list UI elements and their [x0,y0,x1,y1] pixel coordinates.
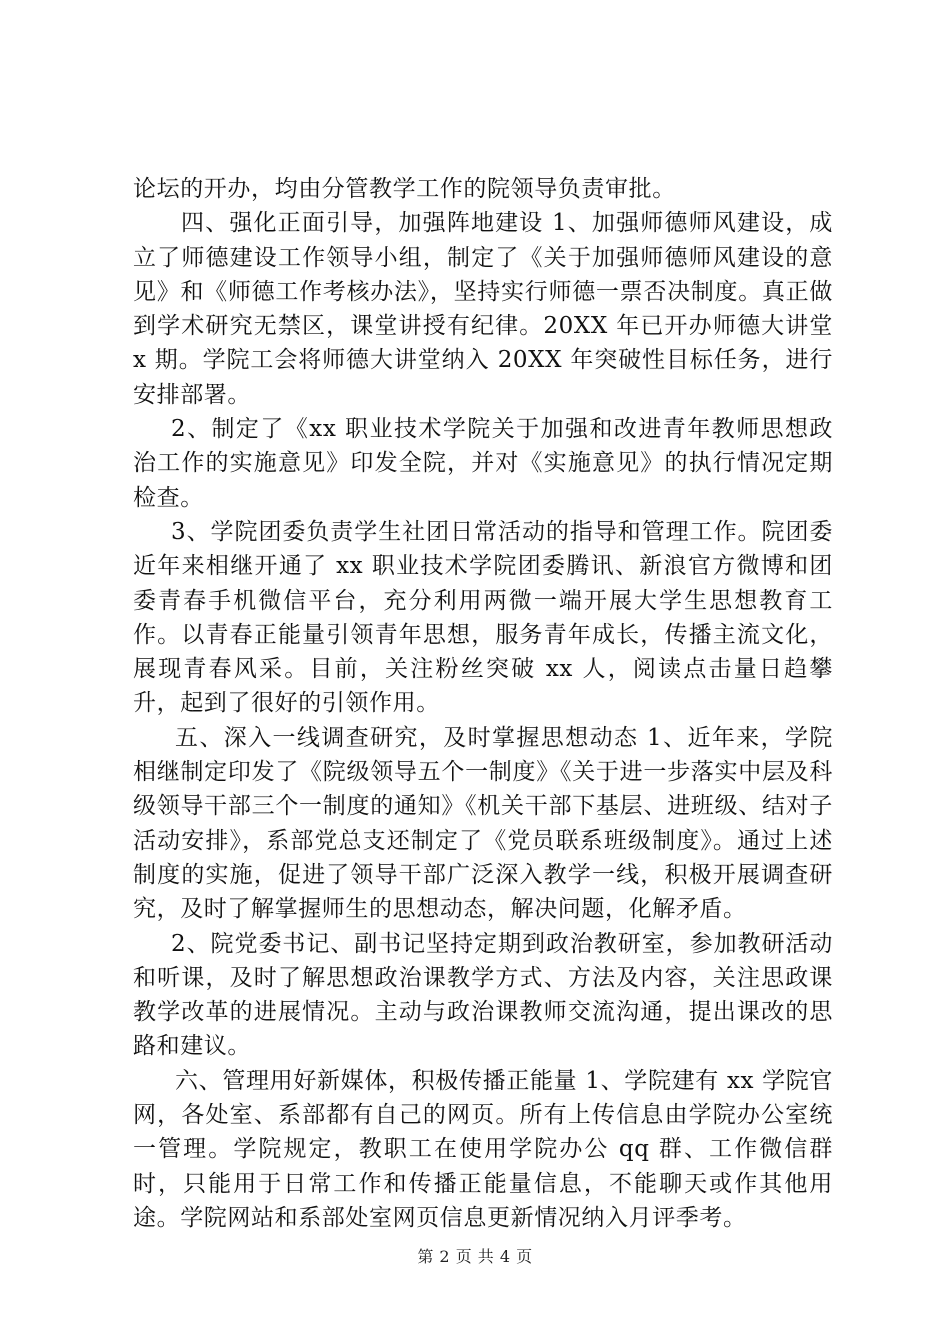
paragraph-section-four-item-3: 3、学院团委负责学生社团日常活动的指导和管理工作。院团委近年来相继开通了 xx 职业技术学院团委腾讯、新浪官方微博和团委青春手机微信平台，充分利用两微一端开展大学生思想教育工作。以青春正能量引领青年思想，服务青年成长，传播主流文化，展现青春风采。目前，关注粉丝突破 xx 人，阅读点击量日趋攀升，起到了很好的引领作用。 [133,518,833,717]
paragraph-section-six: 六、管理用好新媒体，积极传播正能量 1、学院建有 xx 学院官网，各处室、系部都有自己的网页。所有上传信息由学院办公室统一管理。学院规定，教职工在使用学院办公 qq 群、工作微信群时，只能用于日常工作和传播正能量信息，不能聊天或作其他用途。学院网站和系部处室网页信息更新情况纳入月评季考。 [133,1067,833,1231]
paragraph-section-four: 四、强化正面引导，加强阵地建设 1、加强师德师风建设，成立了师德建设工作领导小组，制定了《关于加强师德师风建设的意见》和《师德工作考核办法》，坚持实行师德一票否决制度。真正做到学术研究无禁区，课堂讲授有纪律。20XX 年已开办师德大讲堂 x 期。学院工会将师德大讲堂纳入 20XX 年突破性目标任务，进行安排部署。 [133,210,833,408]
paragraph-section-five-item-2: 2、院党委书记、副书记坚持定期到政治教研室，参加教研活动和听课，及时了解思想政治课教学方式、方法及内容，关注思政课教学改革的进展情况。主动与政治课教师交流沟通，提出课改的思路和建议。 [133,930,833,1060]
paragraph-continuation: 论坛的开办，均由分管教学工作的院领导负责审批。 [133,176,676,202]
document-body [133,172,833,1235]
paragraph-section-five: 五、深入一线调查研究，及时掌握思想动态 1、近年来，学院相继制定印发了《院级领导五个一制度》《关于进一步落实中层及科级领导干部三个一制度的通知》《机关干部下基层、进班级、结对子活动安排》，系部党总支还制定了《党员联系班级制度》。通过上述制度的实施，促进了领导干部广泛深入教学一线，积极开展调查研究，及时了解掌握师生的思想动态，解决问题，化解矛盾。 [133,724,833,923]
paragraph-section-four-item-2: 2、制定了《xx 职业技术学院关于加强和改进青年教师思想政治工作的实施意见》印发全院，并对《实施意见》的执行情况定期检查。 [133,416,833,511]
page-number-footer: 第 2 页 共 4 页 [417,1247,533,1266]
